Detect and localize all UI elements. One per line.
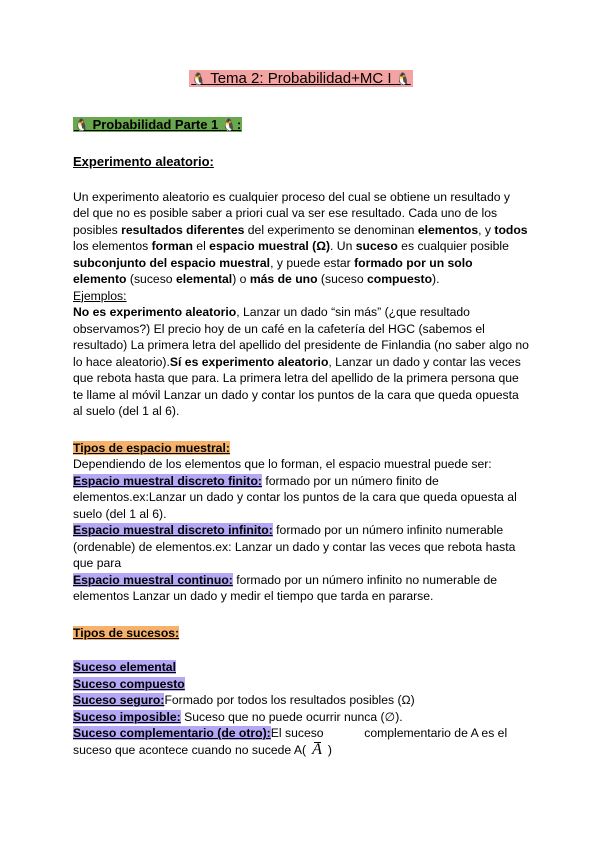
section-heading-experimento: Experimento aleatorio:: [73, 154, 214, 169]
espacio-intro: Dependiendo de los elementos que lo forman, el espacio muestral puede ser:: [73, 457, 492, 471]
espacio-item-finito: Espacio muestral discreto finito: formado por un número finito de elementos.ex:Lanzar un dado y contar los puntos de la cara que queda opuesta al suelo (del 1 al 6).: [73, 473, 517, 521]
document-page: [73, 70, 529, 758]
espacio-item-infinito: Espacio muestral discreto infinito: formado por un número infinito numerable (ordenable) de elementos.ex: Lanzar un dado y contar las veces que rebota hasta que para: [73, 523, 516, 570]
suceso-elemental: Suceso elemental: [73, 660, 176, 674]
part-heading-suffix: :: [236, 117, 242, 132]
paragraph-examples: No es experimento aleatorio, Lanzar un dado “sin más” (¿que resultado observamos?) El precio hoy de un café en la cafetería del HGC (sabemos el resultado) La primera letra del apellido del presidente de Finlandia (no saber algo no lo hace aleatorio).Sí es experimento aleatorio, Lanzar un dado y contar las veces que rebota hasta que para. La primera letra del apellido de la primera persona que te llame al móvil Lanzar un dado y contar los puntos de la cara que queda opuesta al suelo (del 1 al 6).: [73, 305, 529, 418]
no-exp-label: No es experimento aleatorio: [73, 305, 237, 319]
penguin-icon: 🐧: [74, 118, 89, 132]
suceso-imposible: Suceso imposible: Suceso que no puede ocurrir nunca (∅).: [73, 709, 403, 724]
penguin-icon: 🐧: [395, 72, 411, 86]
penguin-icon: 🐧: [221, 118, 237, 132]
paragraph-experimento: Un experimento aleatorio es cualquier proceso del cual se obtiene un resultado y del que no es posible saber a priori cual va ser ese resultado. Cada uno de los posibles resultados diferentes del experimento se denominan elementos, y todos los elementos forman el espacio muestral (Ω). Un suceso es cualquier posible subconjunto del espacio muestral, y puede estar formado por un solo elemento (suceso elemental) o más de uno (suceso compuesto).: [73, 189, 528, 286]
a-bar-symbol: A: [312, 740, 322, 758]
penguin-icon: 🐧: [191, 72, 207, 86]
part-heading-text: Probabilidad Parte 1: [92, 117, 219, 132]
suceso-seguro: Suceso seguro:Formado por todos los resultados posibles (Ω): [73, 693, 415, 707]
suceso-complementario: Suceso complementario (de otro):El suceso complementario de A es el suceso que acontece cuando no sucede A( A ): [73, 726, 511, 758]
part-heading: [73, 116, 529, 134]
section-heading-espacio: Tipos de espacio muestral:: [73, 440, 230, 455]
document-title: [73, 70, 529, 88]
section-heading-sucesos: Tipos de sucesos:: [73, 625, 180, 640]
suceso-compuesto: Suceso compuesto: [73, 676, 185, 691]
title-text: Tema 2: Probabilidad+MC I: [210, 70, 392, 87]
espacio-item-continuo: Espacio muestral continuo: formado por un número infinito no numerable de elementos Lanzar un dado y medir el tiempo que tarda en pararse.: [73, 572, 498, 603]
examples-label: Ejemplos:: [73, 288, 127, 303]
si-exp-label: Sí es experimento aleatorio: [169, 354, 329, 369]
